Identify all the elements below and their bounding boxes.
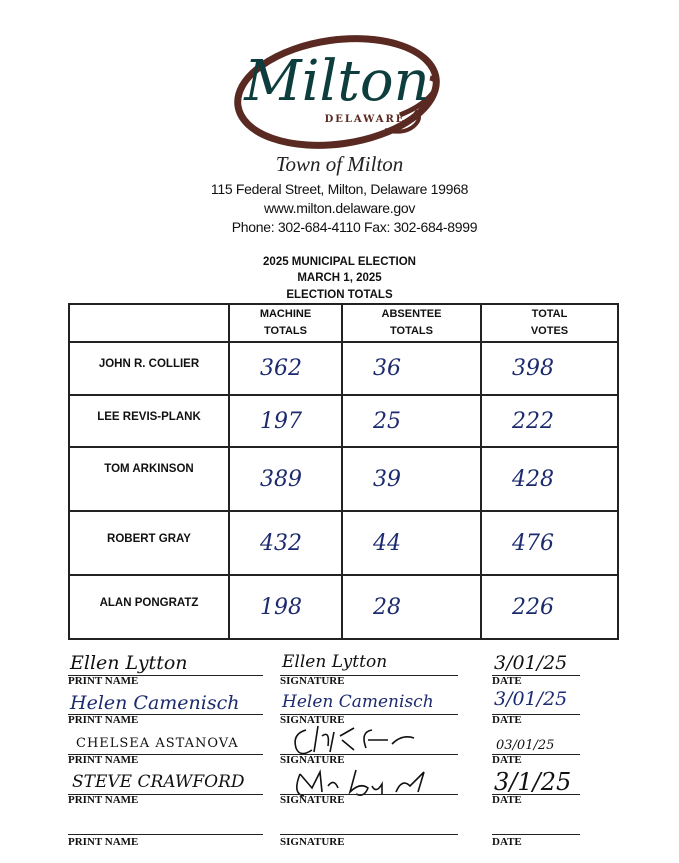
- print-name-label: PRINT NAME: [68, 836, 139, 848]
- header-machine-totals: MACHINE TOTALS: [229, 304, 342, 342]
- print-name-label: PRINT NAME: [68, 794, 139, 806]
- print-name-label: PRINT NAME: [68, 714, 139, 726]
- svg-text:DELAWARE: DELAWARE: [324, 114, 406, 125]
- election-date: MARCH 1, 2025: [297, 272, 382, 284]
- election-title: 2025 MUNICIPAL ELECTION: [263, 256, 416, 268]
- table-row: [69, 395, 618, 447]
- print-name-value: STEVE CRAWFORD: [72, 772, 245, 792]
- candidate-name: ALAN PONGRATZ: [69, 575, 229, 639]
- date-label: DATE: [492, 836, 522, 848]
- candidate-name: ROBERT GRAY: [69, 511, 229, 575]
- print-name-label: PRINT NAME: [68, 754, 139, 766]
- milton-logo: [225, 20, 455, 160]
- date-line: [492, 834, 580, 835]
- total-votes: 398: [481, 342, 618, 395]
- machine-total: 432: [229, 511, 342, 575]
- header-absentee-totals: ABSENTEE TOTALS: [342, 304, 481, 342]
- print-name-value: CHELSEA ASTANOVA: [76, 736, 239, 751]
- date-value: 3/01/25: [494, 652, 568, 674]
- table-row: [69, 342, 618, 395]
- total-votes: 226: [481, 575, 618, 639]
- date-label: DATE: [492, 714, 522, 726]
- date-label: DATE: [492, 794, 522, 806]
- absentee-total: 28: [342, 575, 481, 639]
- machine-total: 362: [229, 342, 342, 395]
- candidate-name: JOHN R. COLLIER: [69, 342, 229, 395]
- table-row: [69, 447, 618, 511]
- candidate-name: TOM ARKINSON: [69, 447, 229, 511]
- date-value: 03/01/25: [496, 738, 555, 753]
- date-label: DATE: [492, 675, 522, 687]
- total-votes: 476: [481, 511, 618, 575]
- svg-text:Milton: Milton: [244, 49, 430, 114]
- absentee-total: 39: [342, 447, 481, 511]
- header-total-votes: TOTAL VOTES: [481, 304, 618, 342]
- total-votes: 428: [481, 447, 618, 511]
- signature-label: SIGNATURE: [280, 675, 345, 687]
- signature-label: SIGNATURE: [280, 794, 345, 806]
- print-name-line: [68, 834, 263, 835]
- results-table: [68, 303, 619, 640]
- machine-total: 197: [229, 395, 342, 447]
- date-value: 3/01/25: [494, 688, 568, 710]
- signature-drawing: [288, 722, 428, 758]
- machine-total: 389: [229, 447, 342, 511]
- print-name-value: Ellen Lytton: [70, 652, 188, 674]
- address: 115 Federal Street, Milton, Delaware 19968: [210, 181, 469, 197]
- election-totals-heading: ELECTION TOTALS: [286, 289, 393, 301]
- signature-line: [280, 834, 458, 835]
- website: www.milton.delaware.gov: [263, 200, 416, 216]
- header-blank: [69, 304, 229, 342]
- signature-label: SIGNATURE: [280, 836, 345, 848]
- signature-label: SIGNATURE: [280, 714, 345, 726]
- header-row: [69, 304, 618, 342]
- table-row: [69, 575, 618, 639]
- signature-label: SIGNATURE: [280, 754, 345, 766]
- signature-value: Ellen Lytton: [282, 652, 388, 672]
- absentee-total: 44: [342, 511, 481, 575]
- town-name: Town of Milton: [275, 152, 404, 176]
- candidate-name: LEE REVIS-PLANK: [69, 395, 229, 447]
- date-label: DATE: [492, 754, 522, 766]
- phone: Phone: 302-684-4110 Fax: 302-684-8999: [231, 219, 478, 235]
- print-name-label: PRINT NAME: [68, 675, 139, 687]
- print-name-value: Helen Camenisch: [70, 692, 240, 714]
- machine-total: 198: [229, 575, 342, 639]
- absentee-total: 25: [342, 395, 481, 447]
- absentee-total: 36: [342, 342, 481, 395]
- signature-value: Helen Camenisch: [282, 692, 434, 712]
- total-votes: 222: [481, 395, 618, 447]
- date-value: 3/1/25: [494, 768, 572, 796]
- table-row: [69, 511, 618, 575]
